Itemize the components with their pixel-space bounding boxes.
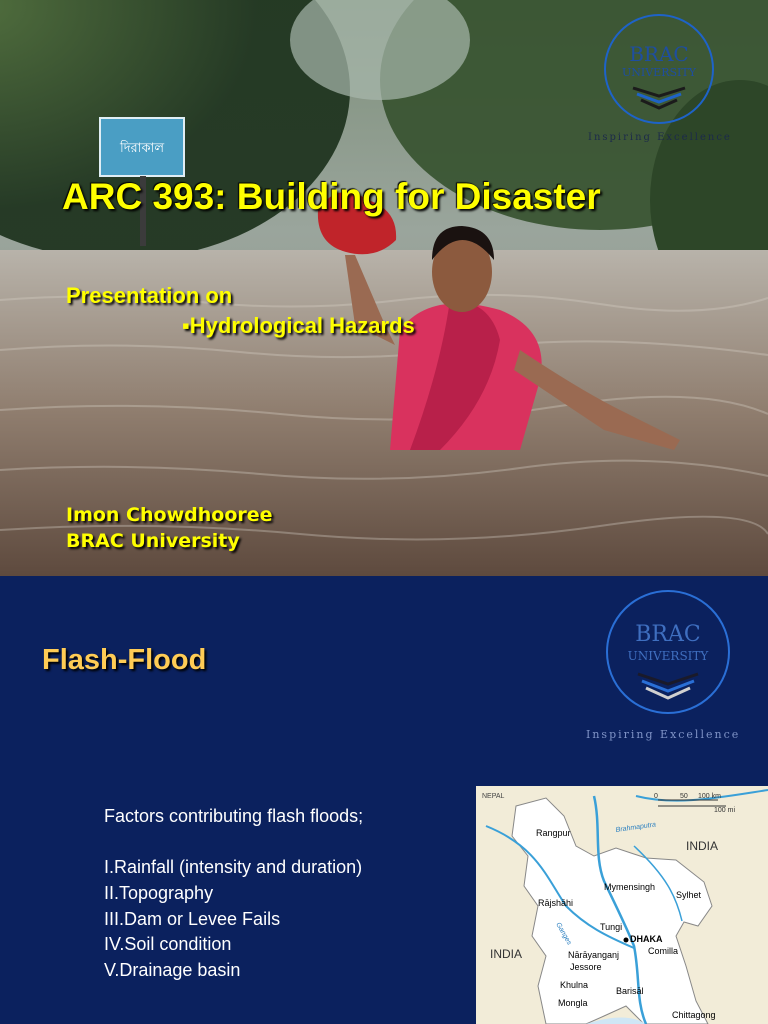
presentation-title: ARC 393: Building for Disaster (62, 176, 601, 217)
logo-university-text: UNIVERSITY (622, 66, 696, 79)
label-khulna: Khulna (560, 980, 589, 990)
label-barisal: Barisāl (616, 986, 644, 996)
label-tungi: Tungi (600, 922, 623, 932)
factor-item: II.Topography (104, 883, 214, 903)
factor-item: III.Dam or Levee Fails (104, 909, 281, 929)
scale-100mi: 100 mi (714, 807, 736, 814)
logo-brac-text: BRAC (629, 42, 689, 66)
subtitle-topic: ▪Hydrological Hazards (182, 313, 415, 338)
label-rajshahi: Rājshāhi (538, 898, 574, 908)
label-jessore: Jessore (570, 962, 602, 972)
label-narayanganj: Nārāyanganj (568, 950, 620, 960)
label-nepal: NEPAL (482, 793, 505, 800)
label-chittagong: Chittagong (672, 1010, 716, 1020)
factor-item: V.Drainage basin (104, 960, 241, 980)
label-dhaka: DHAKA (630, 934, 663, 944)
logo-university-text: UNIVERSITY (627, 649, 709, 663)
logo-brac-text: BRAC (635, 622, 701, 647)
label-rangpur: Rangpur (536, 828, 571, 838)
scale-50: 50 (680, 793, 688, 800)
label-india-w: INDIA (490, 947, 523, 961)
factor-item: IV.Soil condition (104, 934, 232, 954)
author-institution: BRAC University (66, 530, 240, 552)
label-mongla: Mongla (558, 998, 588, 1008)
subtitle-presentation-on: Presentation on (66, 283, 233, 308)
label-comilla: Comilla (648, 946, 679, 956)
brac-university-logo (604, 14, 714, 124)
label-india-ne: INDIA (686, 839, 719, 853)
scale-0: 0 (654, 793, 658, 800)
logo-tagline-2: Inspiring Excellence (586, 728, 741, 741)
author-name: Imon Chowdhooree (66, 504, 273, 526)
label-ganges: Ganges (554, 921, 573, 947)
logo-tagline: Inspiring Excellence (588, 132, 732, 143)
brac-university-logo-2 (606, 590, 730, 714)
scale-100km: 100 km (698, 793, 721, 800)
open-book-icon (631, 82, 687, 112)
label-mymensingh: Mymensingh (604, 882, 656, 892)
label-sylhet: Sylhet (676, 890, 702, 900)
factors-intro: Factors contributing flash floods; (104, 806, 364, 826)
label-brahmaputra: Brahmaputra (615, 821, 657, 834)
factor-item: I.Rainfall (intensity and duration) (104, 857, 363, 877)
bangladesh-map (476, 786, 768, 1024)
sign-text: দিরাকাল (119, 141, 165, 156)
section-title: Flash-Flood (42, 644, 207, 676)
open-book-icon (636, 668, 700, 702)
